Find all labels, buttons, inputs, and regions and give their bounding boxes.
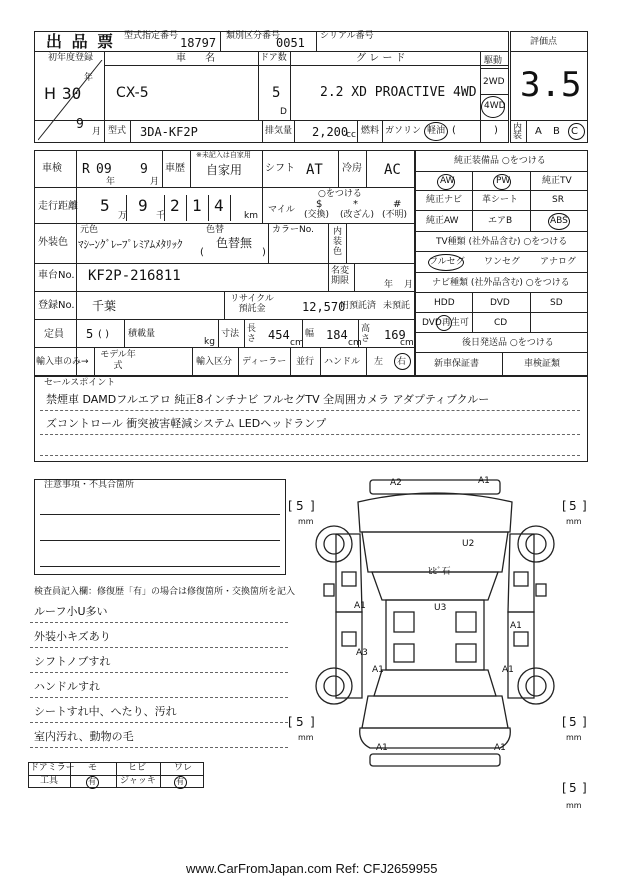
note-line-1: ルーフ小U多い: [34, 605, 108, 618]
mark-front-bumper-left: A2: [390, 478, 402, 488]
unknown-symbol: #: [393, 199, 402, 210]
mileage-km: km: [244, 211, 258, 221]
tire-rl-bracket-r: ]: [310, 715, 315, 729]
color-paren-open: (: [200, 247, 204, 258]
tire-spare-bracket-r: ]: [582, 781, 587, 795]
grade: 2.2 XD PROACTIVE 4WD: [320, 85, 477, 100]
capacity-label: 定員: [44, 329, 64, 340]
tire-rr-bracket-r: ]: [582, 715, 587, 729]
altered-symbol: *: [353, 199, 358, 210]
tire-fr-value: 5: [569, 499, 577, 513]
tire-rr-unit: mm: [566, 733, 582, 742]
mark-right-door: A1: [510, 621, 522, 631]
mark-left-rear: A1: [372, 665, 384, 675]
tire-fr-unit: mm: [566, 517, 582, 526]
dim-label: 寸法: [221, 329, 240, 339]
mileage-sen: 千: [156, 211, 166, 221]
handle-label: ハンドル: [324, 357, 361, 367]
reg-no: 千葉: [92, 299, 117, 313]
footer-ref: www.CarFromJapan.com Ref: CFJ2659955: [186, 861, 438, 876]
doors: 5: [272, 85, 281, 101]
shift: AT: [306, 162, 323, 178]
year-unit: 年: [84, 73, 94, 83]
swap-symbol: $: [316, 199, 323, 210]
mileage-digit-4: 1: [192, 196, 202, 215]
recycle-paid: 円預託済: [340, 301, 377, 311]
note-line-6: 室内汚れ、動物の毛: [34, 730, 134, 743]
acc-jack-value: 有: [176, 777, 184, 786]
mark-hood: U2: [462, 539, 475, 549]
equipment-header: 純正装備品 ○をつける: [454, 156, 546, 166]
equip-genuine-aw: 純正AW: [426, 216, 459, 226]
tire-rr-bracket-l: [: [562, 715, 567, 729]
score-label: 評価点: [530, 37, 558, 47]
tv-fullseg: フルセグ: [429, 257, 465, 267]
inspector-label: 検査員記入欄：修復歴「有」の場合は修復箇所・交換箇所を記入: [34, 587, 296, 597]
altered-label: (改ざん): [340, 210, 375, 220]
car-body-diagram: [290, 472, 590, 812]
import-label: 輸入車のみ→: [36, 357, 89, 367]
interior-b: B: [553, 126, 560, 137]
sheet-title: 出 品 票: [46, 32, 116, 51]
handle-left: 左: [374, 357, 384, 367]
tire-fr-bracket-l: [: [562, 499, 567, 513]
tire-fl-bracket-l: [: [288, 499, 293, 513]
tv-oneseg: ワンセグ: [484, 257, 521, 267]
era: H: [44, 84, 57, 103]
car-name: CX-5: [116, 85, 149, 101]
tire-fl-unit: mm: [298, 517, 314, 526]
drive-4wd: 4WD: [484, 101, 506, 111]
navi-hdd: HDD: [434, 298, 455, 308]
tire-rl-value: 5: [296, 715, 304, 729]
note-line-4: ハンドルすれ: [34, 680, 100, 693]
equip-sr: SR: [552, 195, 564, 205]
length-label: 長さ: [247, 324, 257, 344]
mark-left-front-door: A1: [354, 601, 366, 611]
score: 3.5: [520, 65, 582, 105]
model-cert-label: 型式指定番号: [124, 31, 179, 41]
shaken-era: R: [82, 162, 90, 177]
unknown-label: (不明): [382, 210, 408, 220]
equip-abs: ABS: [550, 216, 568, 226]
reg-no-label: 登録No.: [38, 300, 75, 311]
recycle-unpaid: 未預託: [383, 301, 411, 311]
fuel-gasoline: ガソリン: [385, 126, 422, 136]
acc-jack-label: ジャッキ: [120, 776, 156, 786]
acc-tools-label: 工具: [40, 776, 59, 786]
width: 184: [326, 328, 348, 342]
equip-leather: 革シート: [482, 195, 519, 205]
tire-fl-bracket-r: ]: [310, 499, 315, 513]
recycle-amount: 12,570: [302, 300, 346, 314]
equip-tv: 純正TV: [542, 176, 572, 186]
usage: 自家用: [206, 163, 243, 177]
tire-rl-bracket-l: [: [288, 715, 293, 729]
docs-warranty: 新車保証書: [434, 359, 480, 369]
mileage-digit-2: 9: [138, 196, 148, 215]
model-year-label: モデル年式: [100, 350, 136, 371]
mark-roof: U3: [434, 603, 447, 613]
height-cm: cm: [400, 338, 414, 348]
acc-tools-value: 有: [88, 777, 96, 786]
sales-points-line1: 禁煙車 DAMDフルエアロ 純正8インチナビ フルセグTV 全周囲カメラ アダプティブクルー: [46, 393, 490, 406]
recycle-label: リサイクル預託金: [230, 294, 274, 314]
serial-label: シリアル番号: [320, 31, 374, 41]
navi-cd: CD: [494, 318, 508, 328]
navi-header: ナビ種類 (社外品含む) ○をつける: [432, 278, 570, 288]
equip-airbag: エアB: [488, 216, 513, 226]
name-change-year: 年: [384, 280, 394, 290]
tire-spare-unit: mm: [566, 801, 582, 810]
height-label: 高さ: [361, 324, 371, 344]
car-name-label: 車 名: [176, 53, 224, 64]
class-label: 類別区分番号: [226, 31, 281, 41]
navi-sd: SD: [550, 298, 563, 308]
mark-right-rear: A1: [502, 665, 514, 675]
handle-right: 右: [397, 357, 407, 367]
tire-spare-bracket-l: [: [562, 781, 567, 795]
orig-color-label: 元色: [80, 225, 99, 235]
note-line-5: シートすれ中、へたり、汚れ: [34, 705, 177, 718]
class-no: 0051: [276, 36, 305, 50]
acc-crack-label: ヒビ: [128, 763, 147, 773]
mileage-digit-1: 5: [100, 196, 110, 215]
equip-aw: AW: [440, 176, 455, 186]
drive-2wd: 2WD: [483, 77, 505, 87]
shaken-label: 車検: [42, 163, 62, 174]
chassis-label: 車台No.: [38, 270, 75, 281]
shaken-month-unit: 月: [150, 177, 160, 187]
month-unit: 月: [92, 127, 102, 137]
color-no-label: カラーNo.: [272, 225, 314, 235]
tv-header: TV種類 (社外品含む) ○をつける: [436, 237, 568, 247]
interior-label: 内装: [513, 123, 523, 141]
import-type-label: 輸入区分: [196, 357, 233, 367]
color-change: 色替無: [216, 236, 253, 250]
drive-label: 駆動: [484, 56, 503, 66]
mileage-digit-3: 2: [170, 196, 180, 215]
interior-a: A: [535, 126, 542, 137]
width-cm: cm: [348, 338, 362, 348]
load-label: 積載量: [128, 329, 156, 339]
fuel-label: 燃料: [361, 126, 380, 136]
sales-points-line2: ズコントロール 衝突被害軽減システム LEDヘッドランプ: [46, 417, 327, 430]
circle-note: ○をつける: [318, 189, 362, 199]
load-kg: kg: [204, 337, 215, 347]
model-cert-no: 18797: [180, 36, 217, 50]
length: 454: [268, 328, 290, 342]
docs-shaken: 車検証類: [524, 359, 561, 369]
model-label: 型式: [108, 126, 127, 136]
grade-head: グ レ ー ド: [356, 53, 406, 64]
capacity: 5: [86, 327, 94, 341]
docs-header: 後日発送品 ○をつける: [462, 338, 554, 348]
mark-rear-bumper-right: A1: [494, 743, 506, 753]
door-label: ドア数: [260, 53, 287, 63]
mile-label: マイル: [268, 205, 295, 215]
orig-color: ﾏｼｰﾝｸﾞﾚｰﾌﾟﾚﾐｱﾑﾒﾀﾘｯｸ: [78, 238, 183, 251]
color-paren-close: ): [262, 247, 266, 258]
length-cm: cm: [290, 338, 304, 348]
acc-mirror-value: モ: [88, 763, 98, 773]
tire-rr-value: 5: [569, 715, 577, 729]
shaken-year: 09: [96, 162, 112, 177]
interior-color-label: 内装色: [333, 227, 343, 257]
width-label: 幅: [305, 329, 315, 339]
color-change-label: 色替: [206, 225, 225, 235]
fuel-diesel: 軽油: [427, 126, 446, 136]
capacity-suffix: ( ): [98, 329, 109, 340]
shift-label: シフト: [265, 163, 295, 174]
shaken-year-unit: 年: [106, 177, 116, 187]
displacement: 2,200: [312, 125, 349, 139]
mark-left-rear-door: A3: [356, 648, 368, 658]
import-dealer: ディーラー: [242, 357, 287, 367]
mileage-digit-5: 4: [214, 196, 224, 215]
name-change-label: 名変期限: [331, 266, 350, 286]
interior-c: C: [571, 126, 578, 137]
name-change-month: 月: [404, 280, 414, 290]
navi-dvd: DVD: [490, 298, 510, 308]
tv-analog: アナログ: [540, 257, 577, 267]
import-parallel: 並行: [296, 357, 315, 367]
ac: AC: [384, 162, 401, 178]
usage-note: ※未記入は自家用: [196, 151, 251, 159]
ac-label: 冷房: [342, 163, 362, 174]
navi-dvd-play: DVD再生可: [422, 318, 469, 328]
mark-windshield: ﾋﾋﾞ石: [428, 567, 451, 577]
mileage-label: 走行距離: [38, 201, 78, 212]
displacement-label: 排気量: [265, 126, 293, 136]
height: 169: [384, 328, 406, 342]
tire-rl-unit: mm: [298, 733, 314, 742]
chassis-no: KF2P-216811: [88, 268, 181, 284]
note-line-3: シフトノブすれ: [34, 655, 111, 668]
mark-front-bumper-right: A1: [478, 476, 490, 486]
usage-label: 車歴: [165, 163, 185, 174]
notes-box: [34, 479, 286, 575]
first-reg-year: 30: [62, 84, 82, 103]
mark-rear-bumper-left: A1: [376, 743, 388, 753]
sales-points-label: セールスポイント: [44, 378, 116, 388]
model: 3DA-KF2P: [140, 125, 198, 139]
acc-mirror-label: ドアミラー: [30, 763, 75, 773]
tire-spare-value: 5: [569, 781, 577, 795]
mileage-man: 万: [118, 211, 128, 221]
equip-navi: 純正ナビ: [426, 195, 463, 205]
first-reg-label: 初年度登録: [48, 53, 94, 63]
swap-label: (交換): [304, 210, 330, 220]
door-type: D: [280, 107, 287, 117]
shaken-month: 9: [140, 162, 148, 177]
tire-fr-bracket-r: ]: [582, 499, 587, 513]
equip-pw: PW: [496, 176, 511, 186]
cc-unit: cc: [346, 130, 356, 140]
acc-break-label: ワレ: [174, 763, 193, 773]
tire-fl-value: 5: [296, 499, 304, 513]
fuel-paren-close: ): [494, 125, 498, 136]
color-label: 外装色: [38, 237, 68, 248]
fuel-paren-open: (: [452, 125, 456, 136]
note-line-2: 外装小キズあり: [34, 630, 111, 643]
notes-label: 注意事項・不具合箇所: [44, 480, 135, 490]
first-reg-month: 9: [76, 117, 84, 132]
